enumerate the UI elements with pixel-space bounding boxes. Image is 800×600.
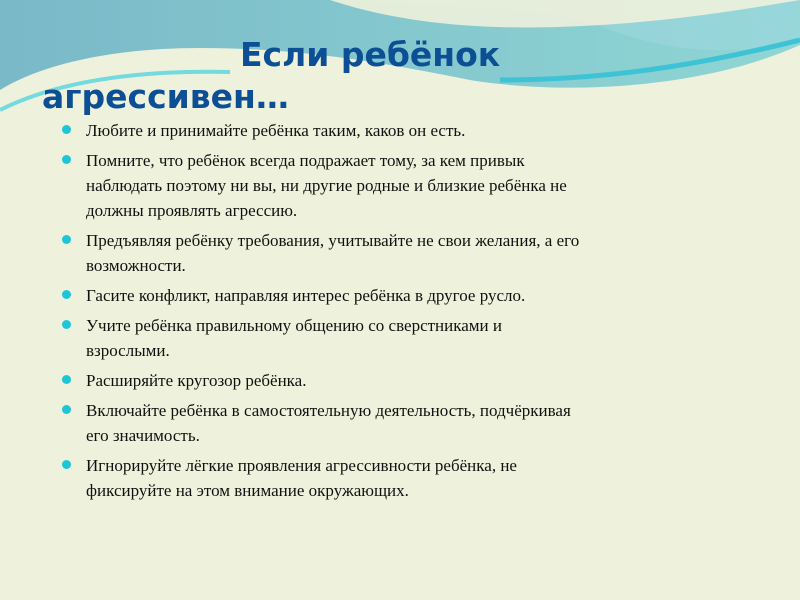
list-item: Расширяйте кругозор ребёнка. — [62, 368, 582, 393]
list-item: Игнорируйте лёгкие проявления агрессивности ребёнка, не фиксируйте на этом внимание окружающих. — [62, 453, 582, 503]
title-line-1: Если ребёнок — [240, 35, 501, 74]
slide-title — [42, 34, 602, 118]
bullet-icon — [62, 405, 71, 414]
list-item: Учите ребёнка правильному общению со сверстниками и взрослыми. — [62, 313, 582, 363]
bullet-icon — [62, 375, 71, 384]
bullet-icon — [62, 125, 71, 134]
list-item: Включайте ребёнка в самостоятельную деятельность, подчёркивая его значимость. — [62, 398, 582, 448]
bullet-icon — [62, 290, 71, 299]
bullet-icon — [62, 460, 71, 469]
list-item: Помните, что ребёнок всегда подражает тому, за кем привык наблюдать поэтому ни вы, ни другие родные и близкие ребёнка не должны проявлять агрессию. — [62, 148, 582, 223]
bullet-list — [62, 118, 582, 508]
list-item: Гасите конфликт, направляя интерес ребёнка в другое русло. — [62, 283, 582, 308]
list-item: Любите и принимайте ребёнка таким, каков он есть. — [62, 118, 582, 143]
title-line-2: агрессивен… — [42, 77, 289, 116]
bullet-icon — [62, 320, 71, 329]
list-item: Предъявляя ребёнку требования, учитывайте не свои желания, а его возможности. — [62, 228, 582, 278]
bullet-icon — [62, 235, 71, 244]
bullet-icon — [62, 155, 71, 164]
